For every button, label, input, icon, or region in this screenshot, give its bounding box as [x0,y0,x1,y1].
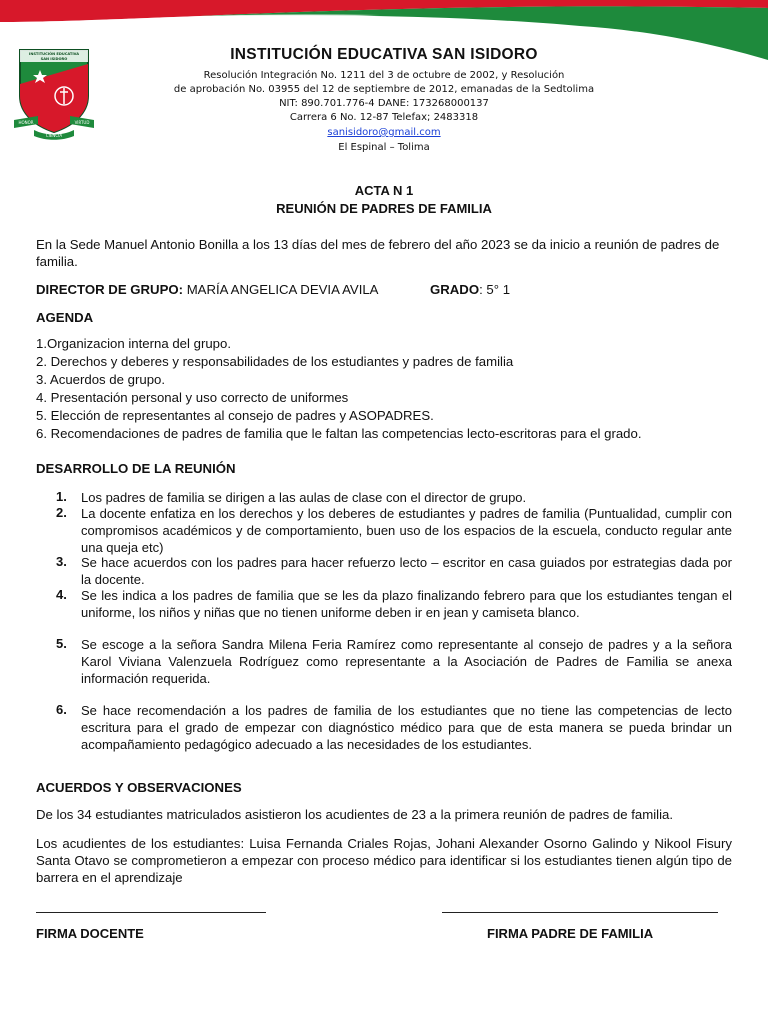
agenda-item: 5. Elección de representantes al consejo de padres y ASOPADRES. [36,408,434,423]
email-link[interactable]: sanisidoro@gmail.com [327,127,441,138]
resolution-line-2: de aprobación No. 03955 del 12 de septiembre de 2012, emanadas de la Sedtolima [173,84,595,95]
agenda-item: 1.Organizacion interna del grupo. [36,336,232,351]
svg-text:INSTITUCIÓN EDUCATIVA: INSTITUCIÓN EDUCATIVA [29,52,79,56]
signature-line-docente [36,912,266,913]
city: El Espinal – Tolima [338,142,430,153]
svg-text:HONOR: HONOR [18,120,34,125]
director-line [36,281,732,298]
grado-field [430,281,510,298]
signature-line-padre [442,912,718,913]
acuerdos-heading: ACUERDOS Y OBSERVACIONES [36,780,242,795]
list-number: 6. [56,702,67,717]
agenda-item: 6. Recomendaciones de padres de familia que le faltan las competencias lecto-escritoras para el grado. [36,426,642,441]
firma-padre-label: FIRMA PADRE DE FAMILIA [487,926,654,941]
grado-value: : 5° 1 [479,282,511,297]
acta-subtitle: REUNIÓN DE PADRES DE FAMILIA [276,201,492,216]
acuerdos-paragraph-1: De los 34 estudiantes matriculados asistieron los acudientes de 23 a la primera reunión de padres de familia. [36,807,674,822]
svg-text:CIENCIA: CIENCIA [45,133,63,138]
email-line [0,127,768,138]
nit-dane: NIT: 890.701.776-4 DANE: 173268000137 [279,98,489,109]
header-banner [0,0,768,80]
list-number: 2. [56,505,67,520]
desarrollo-item: Se escoge a la señora Sandra Milena Feria Ramírez como representante al consejo de padres y a la señora Karol Viviana Valenzuela Rodríguez como representante a la Asociación de Padres de Familia se anexa información requerida. [81,637,732,686]
list-number: 3. [56,554,67,569]
desarrollo-item: Los padres de familia se dirigen a las aulas de clase con el director de grupo. [81,490,527,505]
agenda-item: 3. Acuerdos de grupo. [36,372,166,387]
acta-title: ACTA N 1 [354,183,414,198]
desarrollo-item: La docente enfatiza en los derechos y los deberes de estudiantes y padres de familia (Puntualidad, cumplir con compromisos académicos y de comportamiento, buen uso de los espacios de la escuela, conducto regular ante una queja etc) [81,506,732,555]
desarrollo-heading: DESARROLLO DE LA REUNIÓN [36,461,236,476]
director-label: DIRECTOR DE GRUPO: [36,282,184,297]
svg-text:VIRTUD: VIRTUD [74,120,90,125]
agenda-item: 2. Derechos y deberes y responsabilidades de los estudiantes y padres de familia [36,354,514,369]
list-number: 4. [56,587,67,602]
agenda-heading: AGENDA [36,310,94,325]
agenda-item: 4. Presentación personal y uso correcto de uniformes [36,390,349,405]
address: Carrera 6 No. 12-87 Telefax; 2483318 [289,112,479,123]
grado-label: GRADO [430,282,480,297]
acuerdos-paragraph-2: Los acudientes de los estudiantes: Luisa Fernanda Criales Rojas, Johani Alexander Osorno Galindo y Nikool Fisury Santa Otavo se comprometieron a empezar con proceso médico para identificar si los estudiantes tienen algún tipo de barrera en el aprendizaje [36,836,732,885]
institution-name: INSTITUCIÓN EDUCATIVA SAN ISIDORO [230,46,538,63]
firma-docente-label: FIRMA DOCENTE [36,926,144,941]
list-number: 5. [56,636,67,651]
list-number: 1. [56,489,67,504]
svg-text:SAN ISIDORO: SAN ISIDORO [40,57,68,61]
desarrollo-item: Se les indica a los padres de familia que se les da plazo finalizando febrero para que los estudiantes tengan el uniforme, los niños y niñas que no tienen uniforme deben ir en jean y camiseta blanco. [81,588,732,620]
resolution-line-1: Resolución Integración No. 1211 del 3 de octubre de 2002, y Resolución [203,70,565,81]
desarrollo-item: Se hace acuerdos con los padres para hacer refuerzo lecto – escritor en casa guiados por estrategias dada por la docente. [81,555,732,587]
desarrollo-item: Se hace recomendación a los padres de familia de los estudiantes que no tiene las competencias de lecto escritura para el grado de empezar con diagnóstico médico para que de esta manera se pueda brindar un acompañamiento pedagógico adecuado a las necesidades de los estudiantes. [81,703,732,752]
intro-paragraph: En la Sede Manuel Antonio Bonilla a los 13 días del mes de febrero del año 2023 se da inicio a reunión de padres de familia. [36,237,720,269]
director-name: MARÍA ANGELICA DEVIA AVILA [183,282,379,297]
